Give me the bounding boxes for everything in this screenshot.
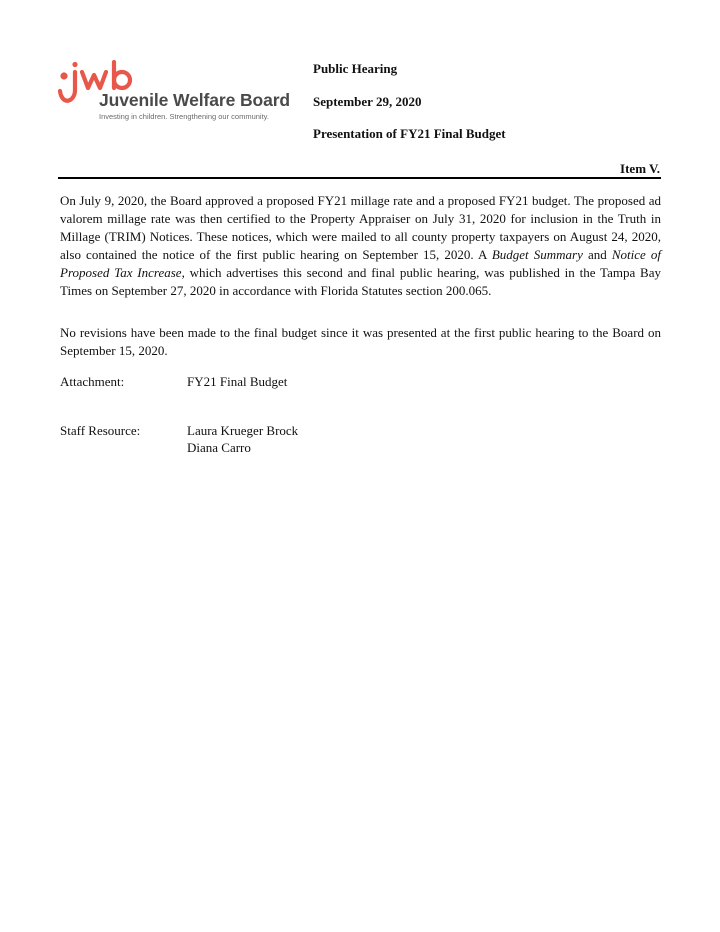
- staff-name: Diana Carro: [187, 440, 251, 455]
- staff-name: Laura Krueger Brock: [187, 423, 299, 438]
- logo-b-bowl: [114, 72, 130, 88]
- p1-text-c: , which advertises this second and final public hearing, was published in the Tampa Bay Times on September 27, 2020 in accordance with Florida Statutes section 200.065.: [60, 265, 662, 298]
- p1-text-b: and: [582, 247, 612, 262]
- logo-dot: [60, 72, 67, 79]
- p1-text-a: On July 9, 2020, the Board approved a proposed FY21 millage rate and a proposed FY21 budget. The proposed ad valorem millage rate was then certified to the Property Appraiser on July 31, 2020 for inclusion in the Truth in Millage (TRIM) Notices. These notices, which were mailed to all county property taxpayers on August 24, 2020, also contained the notice of the first public hearing on September 15, 2020. A: [60, 193, 661, 262]
- attachment-value: FY21 Final Budget: [187, 374, 288, 389]
- body-paragraph-2: No revisions have been made to the final budget since it was presented at the first public hearing to the Board on September 15, 2020.: [60, 325, 661, 358]
- attachment-label: Attachment:: [60, 374, 125, 389]
- doc-title: Public Hearing: [313, 61, 398, 76]
- body-paragraph-1: [60, 192, 661, 300]
- logo-w: [82, 72, 106, 88]
- logo-tagline: Investing in children. Strengthening our community.: [99, 112, 269, 121]
- p1-emphasis-budget-summary: Budget Summary: [491, 247, 583, 262]
- item-number: Item V.: [620, 161, 660, 176]
- logo-j-dot: [72, 62, 77, 67]
- doc-subject: Presentation of FY21 Final Budget: [313, 126, 506, 141]
- doc-date: September 29, 2020: [313, 94, 422, 109]
- jwb-logo: [58, 60, 298, 124]
- p1-emphasis-tax-notice: Notice of Proposed Tax Increase: [60, 247, 662, 280]
- header-divider: [58, 177, 661, 179]
- staff-resource-label: Staff Resource:: [60, 423, 141, 438]
- logo-org-name: Juvenile Welfare Board: [99, 90, 291, 110]
